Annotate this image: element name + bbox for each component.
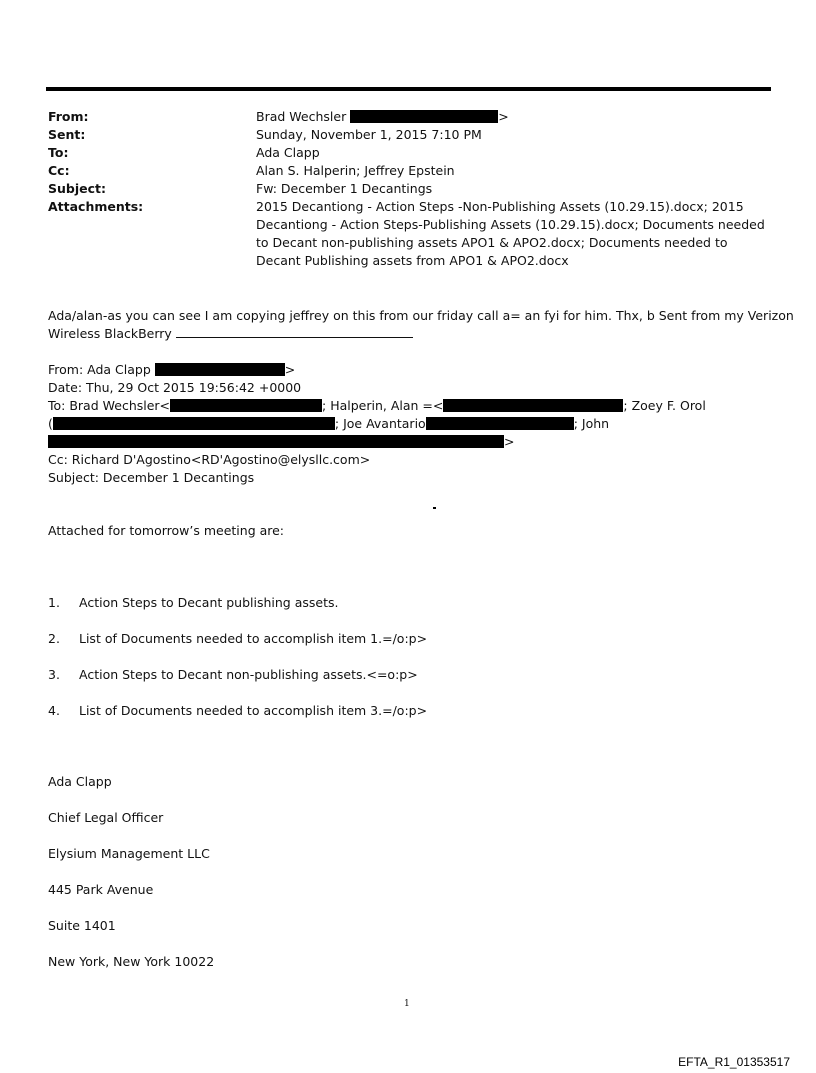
signature-address-2: Suite 1401 (48, 918, 116, 933)
fwd-to-line-2 (48, 415, 609, 433)
fwd-from-tail: > (284, 362, 296, 377)
cc-label: Cc: (48, 163, 70, 178)
redaction-bar (48, 435, 504, 448)
redaction-bar (170, 399, 322, 412)
page-number: 1 (404, 999, 410, 1009)
from-name: Brad Wechsler (256, 109, 347, 124)
from-value (256, 108, 509, 126)
signature-address-1: 445 Park Avenue (48, 882, 154, 897)
from-tail: > (498, 109, 509, 124)
redaction-bar (350, 110, 498, 123)
list-item-text: List of Documents needed to accomplish item 1.=/o:p> (79, 631, 428, 646)
to-value: Ada Clapp (256, 145, 320, 160)
fwd-to-text-1: To: Brad Wechsler< (48, 398, 171, 413)
fwd-to-text-3: ; Zoey F. Orol (623, 398, 706, 413)
list-item-number: 3. (48, 667, 60, 682)
intro-line-2 (48, 325, 413, 343)
fwd-line2-text-1: ( (48, 416, 53, 431)
signature-underline (176, 325, 413, 338)
fwd-line2-text-3: ; John (573, 416, 610, 431)
signature-company: Elysium Management LLC (48, 846, 210, 861)
fwd-to-line-3 (48, 433, 514, 451)
list-item-number: 1. (48, 595, 60, 610)
fwd-to-line-1 (48, 397, 706, 415)
fwd-subject: Subject: December 1 Decantings (48, 470, 255, 485)
message-intro: Attached for tomorrow’s meeting are: (48, 523, 285, 538)
sent-label: Sent: (48, 127, 86, 142)
from-label: From: (48, 109, 89, 124)
redaction-bar (443, 399, 623, 412)
subject-label: Subject: (48, 181, 106, 196)
list-item-number: 2. (48, 631, 60, 646)
list-item-text: List of Documents needed to accomplish item 3.=/o:p> (79, 703, 428, 718)
subject-value: Fw: December 1 Decantings (256, 181, 433, 196)
intro-line-2-text: Wireless BlackBerry (48, 326, 172, 341)
stray-mark (433, 507, 436, 509)
redaction-bar (155, 363, 285, 376)
to-label: To: (48, 145, 69, 160)
cc-value: Alan S. Halperin; Jeffrey Epstein (256, 163, 455, 178)
fwd-line3-tail: > (504, 434, 515, 449)
fwd-from-text: From: Ada Clapp (48, 362, 151, 377)
fwd-date: Date: Thu, 29 Oct 2015 19:56:42 +0000 (48, 380, 302, 395)
redaction-bar (426, 417, 574, 430)
sent-value: Sunday, November 1, 2015 7:10 PM (256, 127, 482, 142)
signature-title: Chief Legal Officer (48, 810, 164, 825)
header-rule (46, 87, 771, 91)
attachments-value: 2015 Decantiong - Action Steps -Non-Publishing Assets (10.29.15).docx; 2015 Decantiong - Action Steps-Publishing Assets (10.29.15).docx; Documents needed to Decant non-publishing assets APO1 & APO2.docx; Documents needed to Decant Publishing assets from APO1 & APO2.docx (256, 199, 765, 268)
attachments-label: Attachments: (48, 199, 144, 214)
redaction-bar (53, 417, 335, 430)
fwd-to-text-2: ; Halperin, Alan =< (322, 398, 444, 413)
list-item-number: 4. (48, 703, 60, 718)
signature-city: New York, New York 10022 (48, 954, 215, 969)
list-item-text: Action Steps to Decant publishing assets. (79, 595, 339, 610)
list-item-text: Action Steps to Decant non-publishing assets.<=o:p> (79, 667, 418, 682)
signature-name: Ada Clapp (48, 774, 112, 789)
bates-number: EFTA_R1_01353517 (678, 1055, 790, 1069)
fwd-cc: Cc: Richard D'Agostino<RD'Agostino@elysllc.com> (48, 452, 371, 467)
fwd-line2-text-2: ; Joe Avantario (334, 416, 426, 431)
fwd-from (48, 361, 295, 379)
intro-line-1: Ada/alan-as you can see I am copying jeffrey on this from our friday call a= an fyi for him. Thx, b Sent from my Verizon (48, 308, 794, 323)
